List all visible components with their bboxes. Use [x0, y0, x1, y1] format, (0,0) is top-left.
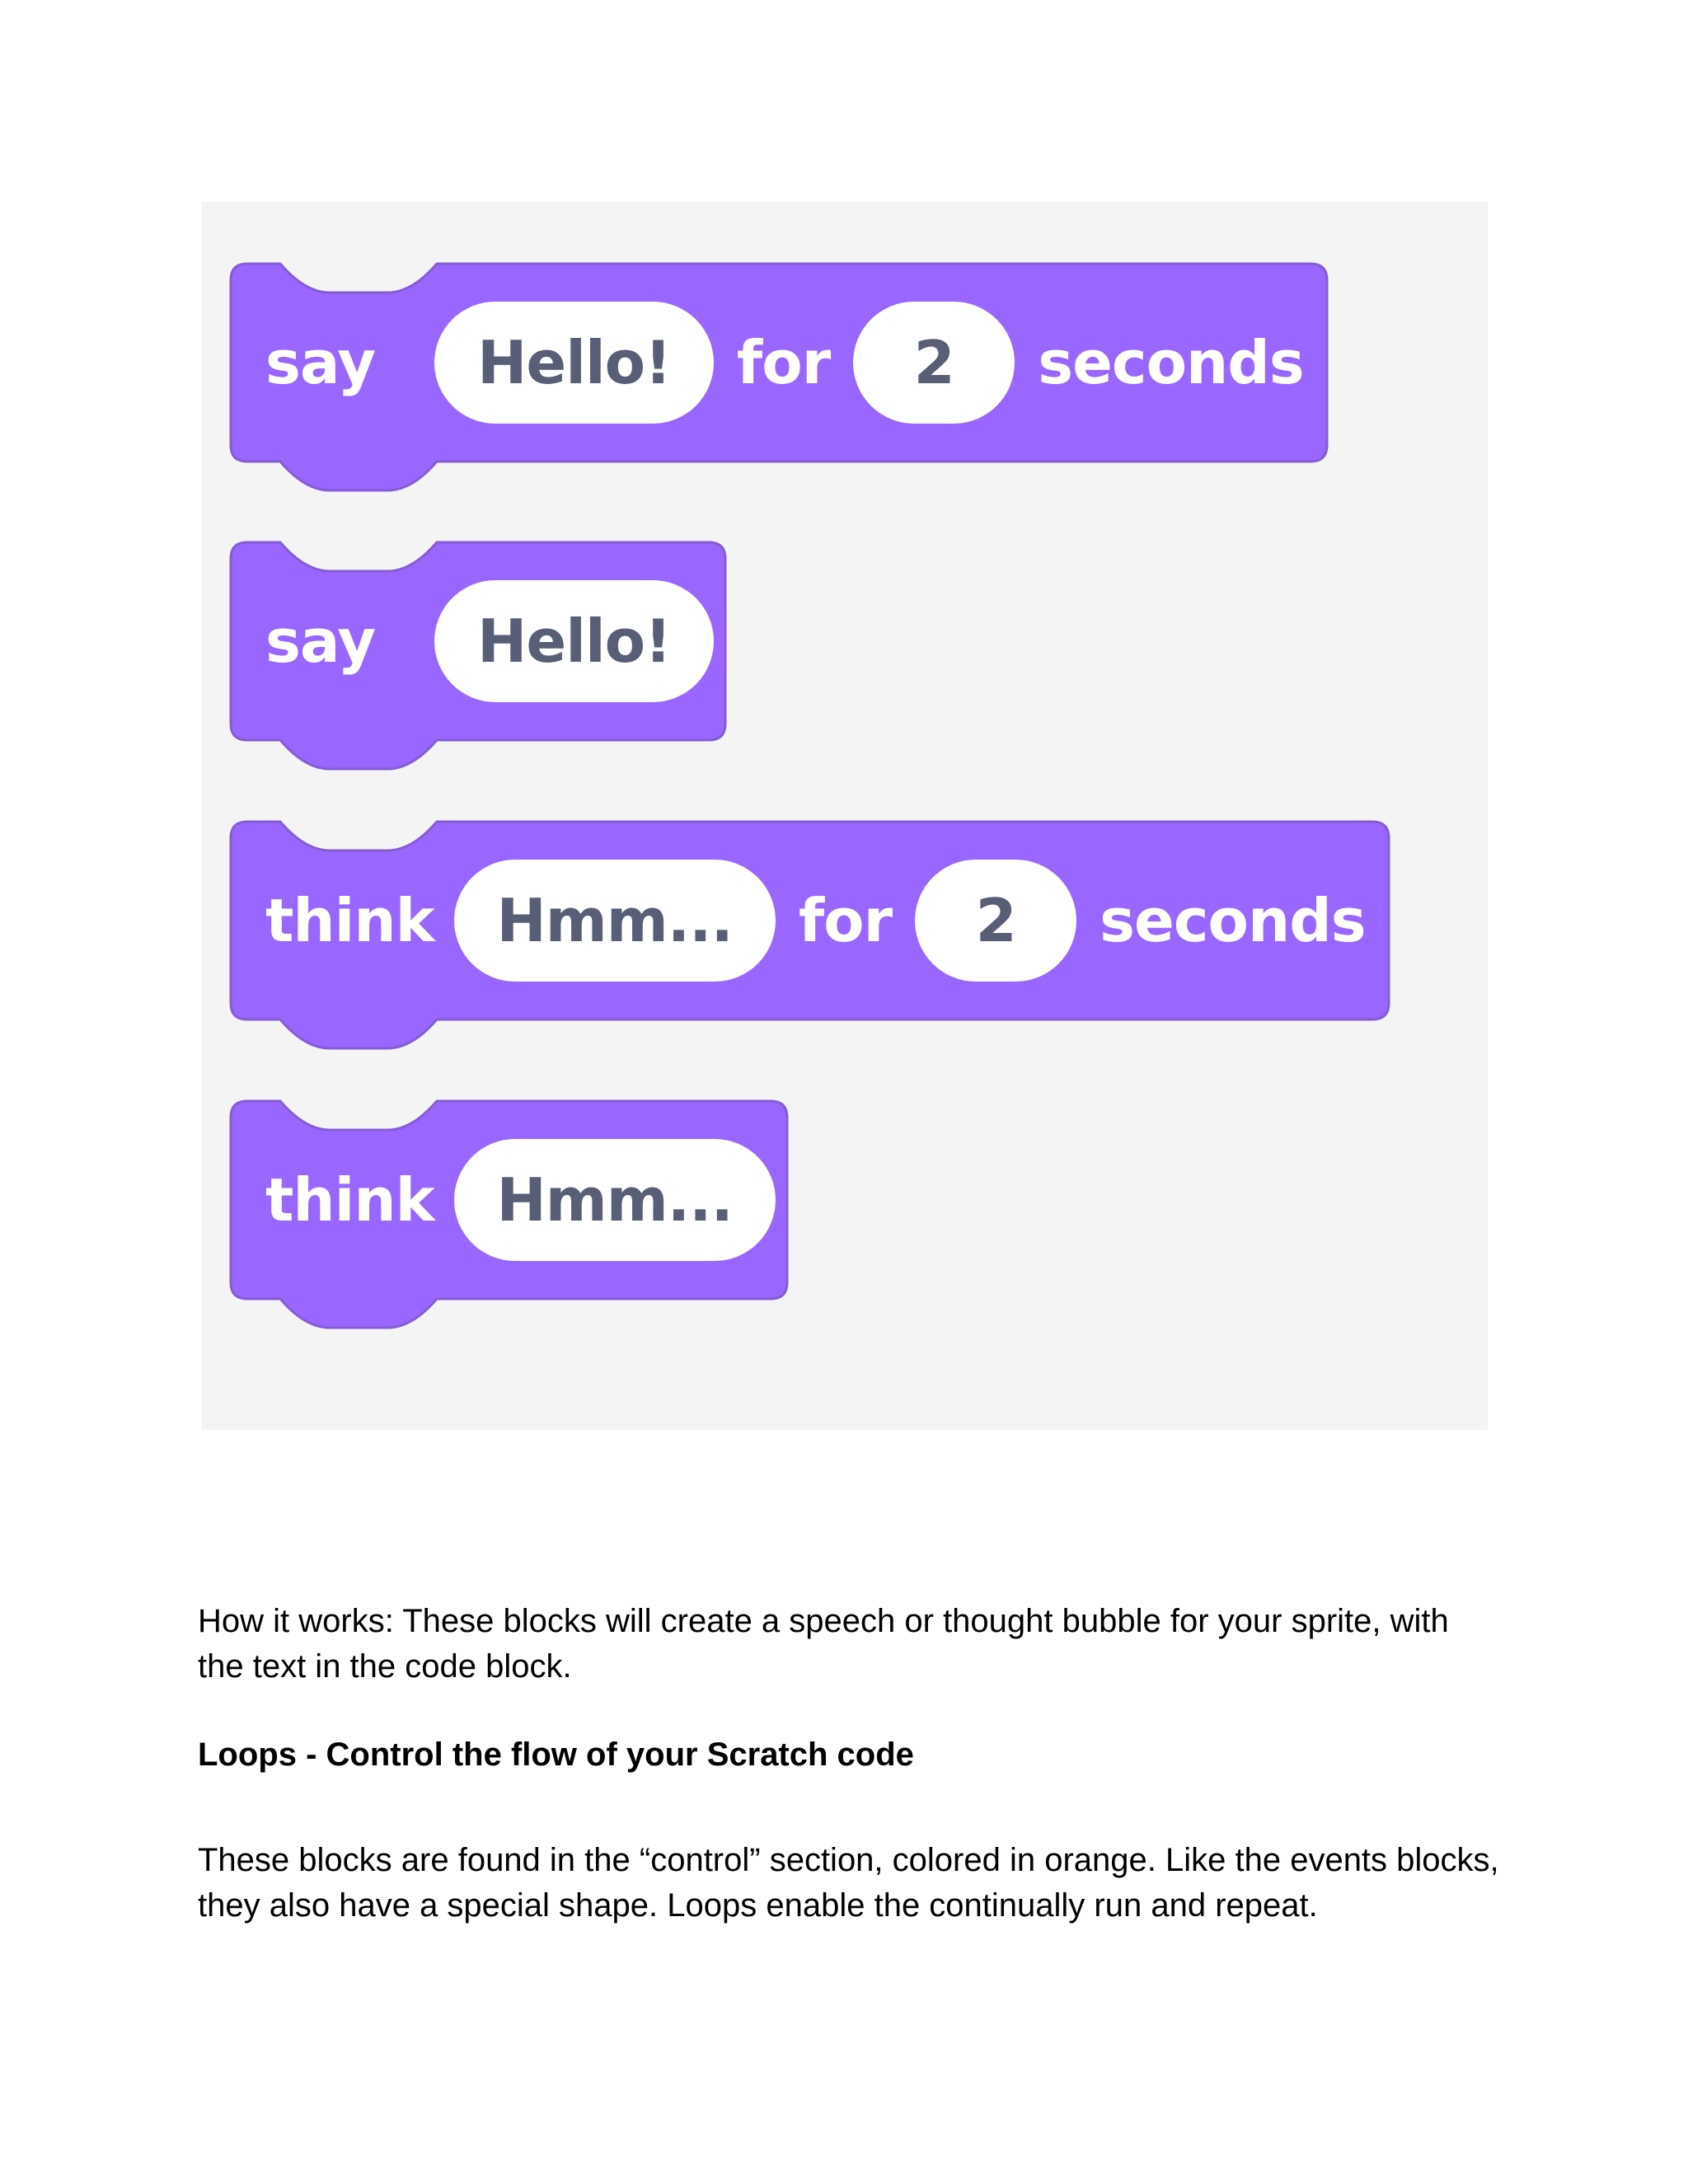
block-content	[231, 298, 1304, 427]
message-input[interactable]: Hello!	[434, 302, 714, 424]
message-input[interactable]: Hello!	[434, 580, 714, 702]
duration-input[interactable]: 2	[853, 302, 1015, 424]
block-verb: say	[265, 607, 376, 676]
for-label: for	[736, 328, 831, 397]
say-for-seconds-block[interactable]	[231, 264, 1385, 503]
unit-label: seconds	[1038, 328, 1304, 397]
loops-heading: Loops - Control the flow of your Scratch code	[198, 1736, 914, 1773]
how-it-works-paragraph: How it works: These blocks will create a speech or thought bubble for your sprite, with the text in the code block.	[198, 1603, 1449, 1685]
scratch-blocks-figure	[202, 202, 1488, 1430]
block-content	[231, 577, 737, 705]
block-content	[231, 856, 1366, 985]
think-for-seconds-block[interactable]	[231, 822, 1385, 1061]
think-block[interactable]	[231, 1101, 1385, 1340]
block-verb: think	[265, 1165, 434, 1235]
block-verb: say	[265, 328, 376, 397]
block-content	[231, 1136, 799, 1264]
loops-paragraph: These blocks are found in the “control” section, colored in orange. Like the events blocks, they also have a special shape. Loops enable the continually run and repeat.	[198, 1842, 1499, 1924]
for-label: for	[798, 886, 893, 955]
message-input[interactable]: Hmm...	[454, 1139, 776, 1261]
block-verb: think	[265, 886, 434, 955]
duration-input[interactable]: 2	[915, 860, 1076, 982]
message-input[interactable]: Hmm...	[454, 860, 776, 982]
unit-label: seconds	[1100, 886, 1366, 955]
say-block[interactable]	[231, 542, 1385, 781]
